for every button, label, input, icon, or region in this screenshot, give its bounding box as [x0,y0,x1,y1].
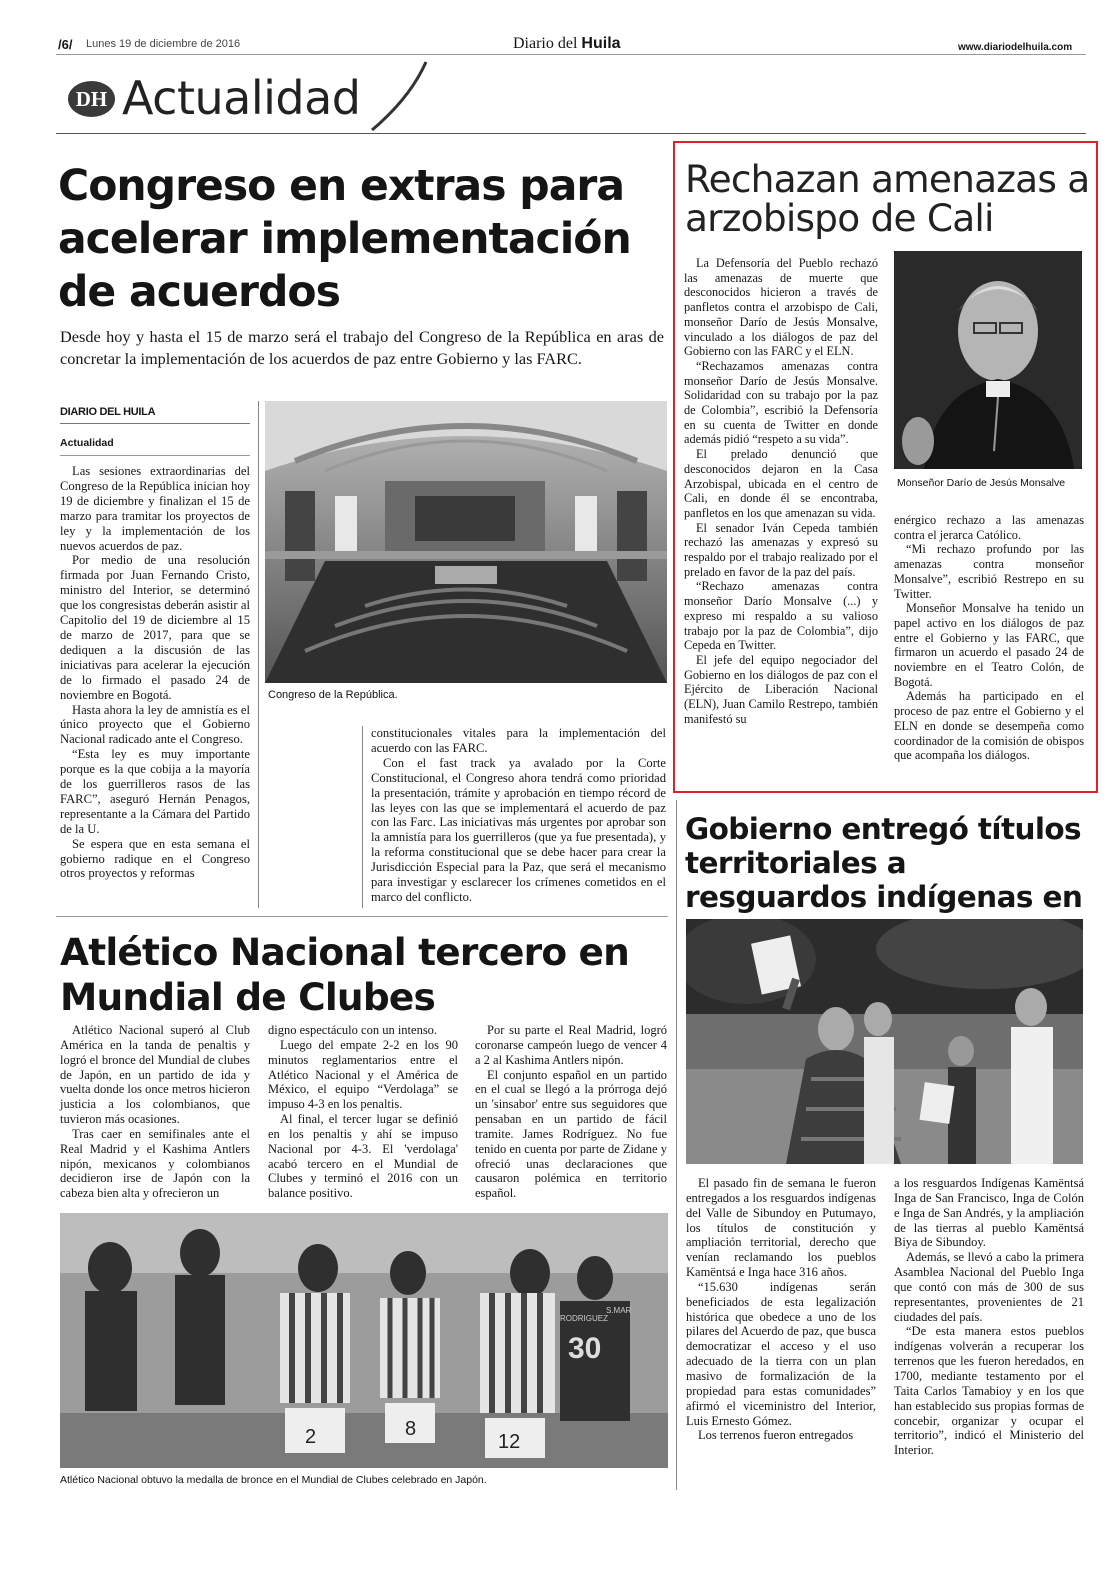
page-number: /6/ [58,37,73,52]
congreso-col2 [371,726,666,905]
congreso-col-divider [258,401,259,908]
tag-rule [60,455,250,456]
jersey-number: 2 [305,1426,317,1448]
monsalve-photo-illustration [894,251,1082,469]
paragraph: digno espectáculo con un intenso. [268,1023,438,1037]
paragraph: Además, se llevó a cabo la primera Asamblea Nacional del Pueblo Inga que contó con más de 300 de sus representantes, provenientes de 21 ciudades del país. [894,1250,1084,1324]
nacional-col3 [475,1023,667,1201]
paragraph: La Defensoría del Pueblo rechazó las amenazas de muerte que desconocidos hicieron a través de panfletos contra el arzobispo de Cali, monseñor Darío de Jesús Monsalve, vinculado a los diálogos de paz del Gobierno con las FARC y el ELN. [684,256,878,359]
paragraph: Los terrenos fueron entregados [698,1428,854,1443]
paper-name-plain: Diario del [513,35,578,52]
website: www.diariodelhuila.com [958,42,1073,53]
jersey-name: S.MAR [606,1306,632,1315]
jersey-number: 30 [568,1332,602,1365]
jersey-number: 8 [405,1418,417,1440]
section-title: Actualidad [122,71,361,125]
nacional-photo-illustration [60,1213,668,1468]
paragraph: “De esta manera estos pueblos indígenas volverán a recuperar los terrenos que les fueron heredados, en 1700, mediante testamento por el Taita Carlos Tamabioy y en los que han establecido sus propias formas de concebir, organizar y ocupar el territorio”, indicó el Ministerio del Interior. [894,1324,1084,1458]
paragraph: Monseñor Monsalve ha tenido un papel activo en los diálogos de paz entre el Gobierno y las FARC, que firmaron un acuerdo el pasado 24 de noviembre en el Teatro Colón, de Bogotá. [894,601,1084,689]
paragraph: Además ha participado en el proceso de paz entre el Gobierno y el ELN en donde se desempeña como coordinador de la comisión de obispos que acompaña los diálogos. [894,689,1084,763]
edition-date: Lunes 19 de diciembre de 2016 [86,38,241,50]
column-divider [676,800,677,1490]
section-rule [56,133,1086,134]
headline-congreso: Congreso en extras para acelerar implementación de acuerdos [58,162,631,317]
paragraph: El prelado denunció que desconocidos dejaron en la Casa Arzobispal, ubicada en el centro de Cali, en donde él se encontraba, panfletos en los que amenazan su vida. [684,447,878,520]
paragraph: a los resguardos Indígenas Kamëntsá Inga de San Francisco, Inga de Colón e Inga de San Andrés, y la ampliación de las tierras al pueblo Kamëntsá Biya de Sibundoy. [894,1176,1084,1250]
nacional-col2 [268,1023,458,1201]
paragraph: Hasta ahora la ley de amnistía es el único proyecto que el Gobierno Nacional radicado ante el Congreso. [60,702,250,747]
congreso-col-divider [362,726,363,908]
congreso-col1 [60,464,250,881]
monsalve-photo-caption: Monseñor Darío de Jesús Monsalve [897,477,1066,489]
paragraph: Luego del empate 2-2 en los 90 minutos reglamentarios entre el Atlético Nacional y el América de México, el equipo “Verdolaga” se impuso 4-3 en los penaltis. [268,1037,458,1112]
putumayo-col2 [894,1176,1084,1458]
jersey-number: 12 [498,1431,521,1453]
paragraph: El senador Iván Cepeda también rechazó las amenazas y expresó su respaldo por el trabajo realizado por el prelado en favor de la paz del país. [684,520,878,579]
paragraph: constitucionales vitales para la implementación del acuerdo con las FARC. [371,726,666,755]
paper-name-bold: Huila [581,35,621,52]
arzobispo-col1 [684,256,878,727]
paragraph: Las sesiones extraordinarias del Congreso de la República inician hoy 19 de diciembre y finalizan el 15 de marzo para tramitar los proyectos de ley y la implementación de los nuevos acuerdos de paz. [60,464,250,553]
congress-photo-illustration [265,401,667,683]
header-rule [56,54,1086,55]
headline-arzobispo: Rechazan amenazas a arzobispo de Cali [685,157,1090,240]
paragraph: Al final, el tercer lugar se definió en los penaltis y ahí se impuso Nacional por 4-3. El 'verdolaga' acabó tercero en el Mundial de Clubes y terminó el 2016 con un balance positivo. [268,1112,458,1201]
paragraph: El pasado fin de semana le fueron entregados a los resguardos indígenas del Valle de Sibundoy en Putumayo, los títulos de constitución y ampliación territorial, derecho que venían reclamando los pueblos Kamëntsá e Inga hace 316 años. [686,1176,876,1280]
paragraph: El conjunto español en un partido en el cual se llegó a la prórroga dejó un 'sinsabor' entre sus seguidores que pensaban en un partido de fácil tramite. James Rodríguez. No fue tenido en cuenta por parte de Zidane y ofreció unas declaraciones que causaron polémica en territorio español. [475,1067,667,1201]
paragraph: Con el fast track ya avalado por la Corte Constitucional, el Congreso ahora tendrá como prioridad la presentación, trámite y aprobación en tiempo récord de las leyes con las que se implementará el acuerdo de paz con las Farc. Las iniciativas más urgentes por aprobar son la amnistía para los guerrilleros (que ya fue presentada), y la reforma constitucional que se debe hacer para crear la Jurisdicción Especial para la Paz, que será el mecanismo para investigar y esclarecer los crímenes cometidos en el marco del conflicto. [371,755,666,904]
paragraph: Se espera que en esta semana el gobierno radique en el Congreso otros proyectos y reformas [60,836,250,881]
section-break-rule [56,916,668,917]
headline-nacional: Atlético Nacional tercero en Mundial de Clubes [60,930,630,1019]
nacional-photo-caption: Atlético Nacional obtuvo la medalla de bronce en el Mundial de Clubes celebrado en Japón. [60,1474,487,1486]
paragraph: enérgico rechazo a las amenazas contra el jerarca Católico. [894,513,1084,542]
paragraph: Tras caer en semifinales ante el Real Madrid y el Kashima Antlers nipón, mexicanos y colombianos decidieron irse de Japón con la cabeza bien alta y ofrecieron un [60,1126,250,1201]
paragraph: “Rechazamos amenazas contra monseñor Darío de Jesús Monsalve. Solidaridad con su trabajo por la paz de Colombia”, escribió la Defensoría en su cuenta de Twitter en donde además pidió “respeto a su vida”. [684,358,878,447]
monsalve-photo [894,251,1082,469]
byline: DIARIO DEL HUILA [60,406,156,418]
paragraph: “Mi rechazo profundo por las amenazas contra monseñor Monsalve”, escribió Restrepo en su Twitter. [894,542,1084,601]
dh-logo-icon: DH [68,81,115,117]
byline-rule [60,423,250,424]
paragraph: “Rechazo amenazas contra monseñor Darío Monsalve (...) y expreso mi respaldo a su valioso trabajo por la paz de Colombia”, dijo Cepeda en Twitter. [684,579,878,653]
paragraph: “15.630 indígenas serán beneficiados de esta legalización histórica que obedece a uno de los pilares del Acuerdo de paz, que busca democratizar el acceso y el uso adecuado de la tierra con un plan masivo de formalización de la propiedad para estas comunidades” afirmó el viceministro del Interior, Luis Ernesto Gómez. [686,1279,876,1428]
paragraph: El jefe del equipo negociador del Gobierno en los diálogos de paz con el Ejército de Liberación Nacional (ELN), Juan Camilo Restrepo, también manifestó su [684,652,878,726]
section-tag: Actualidad [60,437,114,449]
putumayo-photo-illustration [686,919,1083,1164]
jersey-name: RODRIGUEZ [560,1314,608,1323]
paragraph: Atlético Nacional superó al Club América en la tanda de penaltis y logró el bronce del Mundial de clubes de Japón, en un partido de ida y vuelta donde los once metros hicieron justicia a los colombianos, que tuvieron más ocasiones. [60,1023,250,1127]
paragraph: Por medio de una resolución firmada por Juan Fernando Cristo, ministro del Interior, se determinó que los congresistas deberán asistir al Capitolio del 19 de diciembre al 15 de marzo de 2017, para que se dediquen a la discusión de las iniciativas para acelerar la ejecución de lo firmado el pasado 24 de noviembre en Bogotá. [60,553,250,702]
headline-putumayo: Gobierno entregó títulos territoriales a resguardos indígenas en [685,812,1083,914]
nacional-col1 [60,1023,250,1201]
paragraph: Por su parte el Real Madrid, logró coronarse campeón luego de vencer 4 a 2 al Kashima Antlers nipón. [475,1023,667,1067]
paragraph: “Esta ley es muy importante porque es la que cobija a la mayoría de los guerrilleros rasos de las FARC”, aseguró Hernán Penagos, representante a la Cámara del Partido de la U. [60,747,250,836]
putumayo-photo [686,919,1083,1164]
congress-photo [265,401,667,683]
arzobispo-col2 [894,513,1084,763]
congress-photo-caption: Congreso de la República. [268,689,398,701]
paper-name [513,35,621,53]
deck-congreso: Desde hoy y hasta el 15 de marzo será el trabajo del Congreso de la República en aras de concretar la implementación de los acuerdos de paz entre Gobierno y las FARC. [60,327,664,368]
nacional-photo [60,1213,668,1468]
putumayo-col1 [686,1176,876,1443]
section-swoosh [370,58,430,132]
